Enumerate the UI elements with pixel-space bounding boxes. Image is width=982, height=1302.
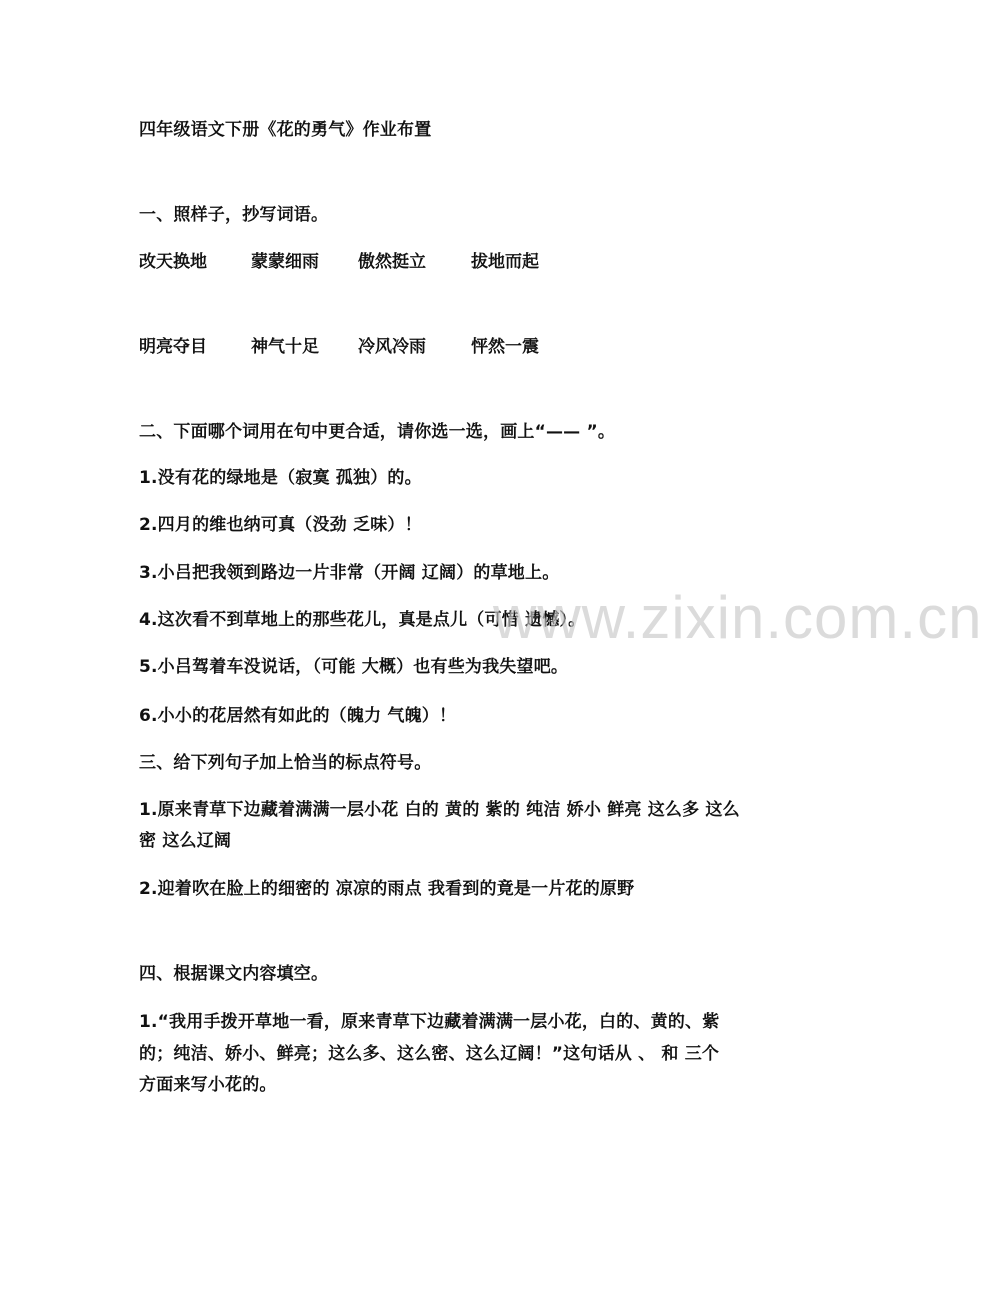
section1-heading: 一、照样子，抄写词语。 xyxy=(139,205,329,225)
word-item: 拔地而起 xyxy=(471,252,539,272)
fill-item-1-line2: 的；纯洁、娇小、鲜亮；这么多、这么密、这么辽阔！”这句话从 、 和 三个 xyxy=(139,1044,720,1064)
question-item: 5.小吕驾着车没说话，（可能 大概）也有些为我失望吧。 xyxy=(139,657,569,677)
watermark-text: www.zixin.com.cn xyxy=(493,584,982,651)
question-item: 2.四月的维也纳可真（没劲 乏味）！ xyxy=(139,515,422,535)
word-item: 蒙蒙细雨 xyxy=(251,252,319,272)
word-item: 冷风冷雨 xyxy=(358,337,426,357)
question-item: 3.小吕把我领到路边一片非常（开阔 辽阔）的草地上。 xyxy=(139,563,560,583)
word-item: 傲然挺立 xyxy=(358,252,426,272)
fill-item-1-line1: 1.“我用手拨开草地一看，原来青草下边藏着满满一层小花，白的、黄的、紫 xyxy=(139,1012,720,1032)
punctuation-item-1-line2: 密 这么辽阔 xyxy=(139,831,232,851)
question-item: 1.没有花的绿地是（寂寞 孤独）的。 xyxy=(139,468,422,488)
section3-heading: 三、给下列句子加上恰当的标点符号。 xyxy=(139,753,432,773)
punctuation-item-2: 2.迎着吹在脸上的细密的 凉凉的雨点 我看到的竟是一片花的原野 xyxy=(139,879,635,899)
word-item: 怦然一震 xyxy=(471,337,539,357)
punctuation-item-1-line1: 1.原来青草下边藏着满满一层小花 白的 黄的 紫的 纯洁 娇小 鲜亮 这么多 这么 xyxy=(139,800,740,820)
question-item: 6.小小的花居然有如此的（魄力 气魄）！ xyxy=(139,706,457,726)
word-item: 明亮夺目 xyxy=(139,337,207,357)
document-title: 四年级语文下册《花的勇气》作业布置 xyxy=(139,120,432,140)
fill-item-1-line3: 方面来写小花的。 xyxy=(139,1075,277,1095)
word-item: 神气十足 xyxy=(251,337,319,357)
section4-heading: 四、根据课文内容填空。 xyxy=(139,964,329,984)
section2-heading: 二、下面哪个词用在句中更合适，请你选一选，画上“—— ”。 xyxy=(139,422,616,442)
question-item: 4.这次看不到草地上的那些花儿，真是点儿（可惜 遗憾）。 xyxy=(139,610,586,630)
word-item: 改天换地 xyxy=(139,252,207,272)
